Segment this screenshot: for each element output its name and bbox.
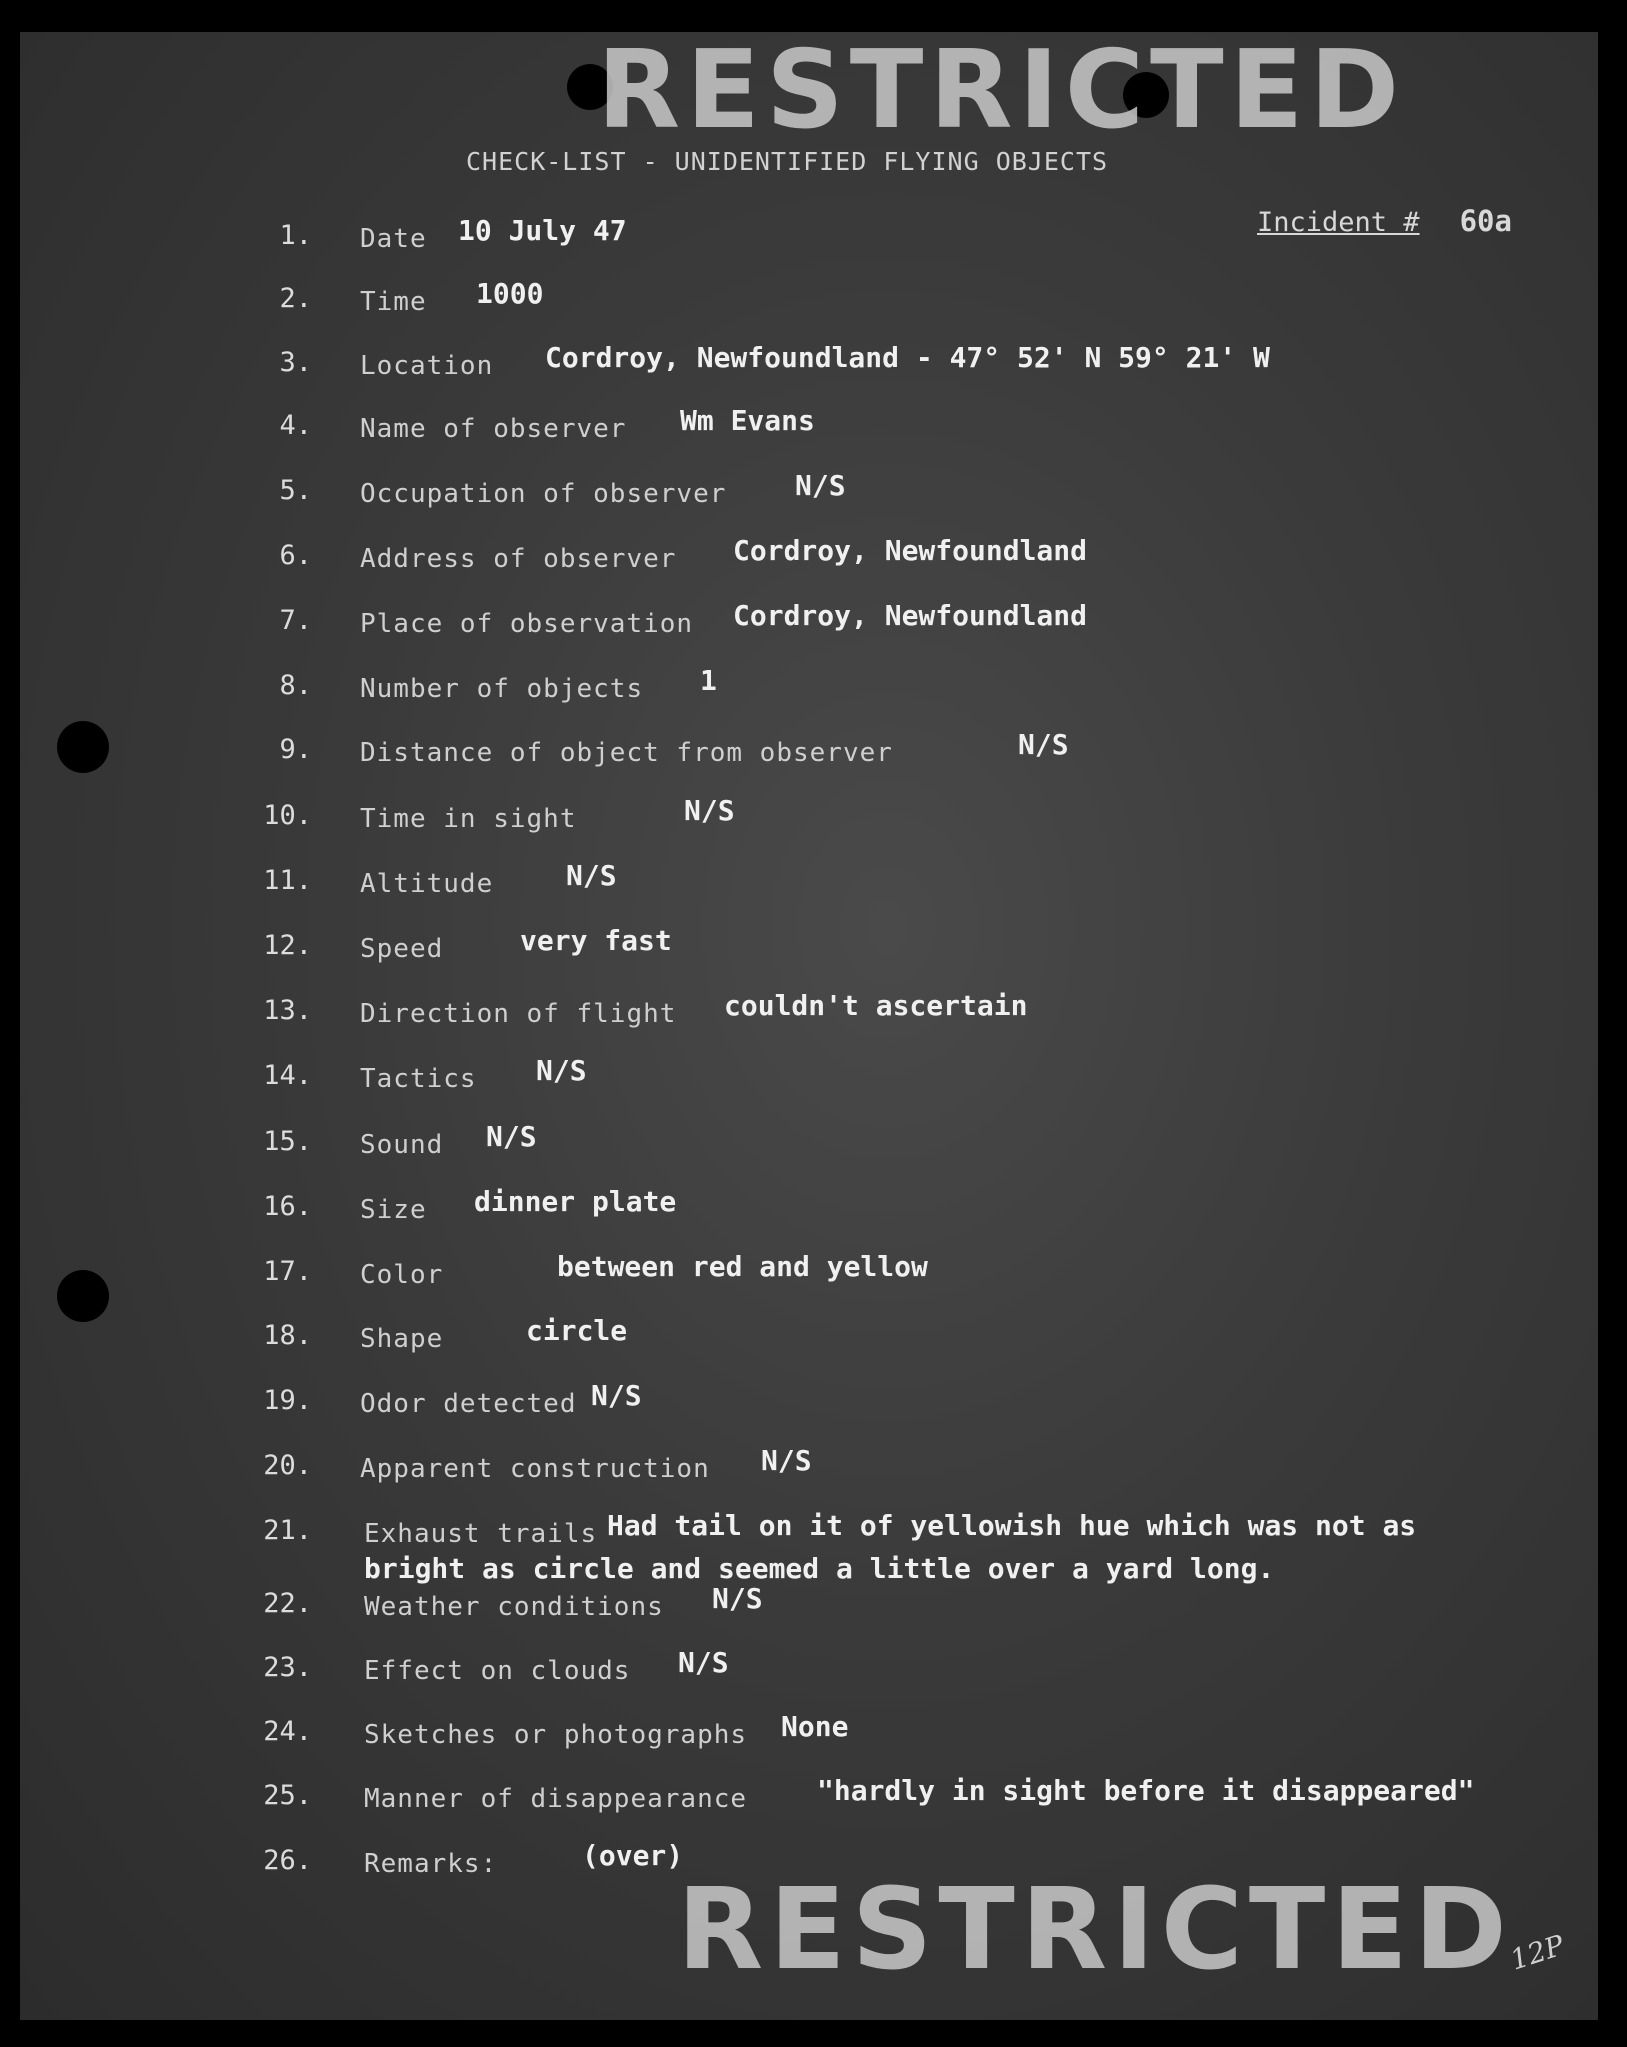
item-value: Cordroy, Newfoundland [733,534,1088,567]
item-number: 9. [279,734,312,765]
document-title: CHECK-LIST - UNIDENTIFIED FLYING OBJECTS [466,147,1109,176]
incident-label: Incident # [1257,207,1420,238]
item-label: Distance of object from observer [360,738,893,768]
item-label: Name of observer [360,414,627,444]
item-label: Address of observer [360,544,677,574]
item-number: 24. [263,1716,312,1747]
item-value: N/S [795,469,846,502]
item-number: 11. [263,865,312,896]
item-value-continuation: bright as circle and seemed a little over a yard long. [364,1552,1275,1585]
item-number: 12. [263,930,312,961]
item-number: 16. [263,1191,312,1222]
item-label: Place of observation [360,609,694,639]
item-number: 21. [263,1515,312,1546]
item-value: dinner plate [474,1185,677,1218]
punch-hole [57,1270,109,1322]
item-label: Time in sight [360,804,577,834]
item-value: circle [526,1314,628,1347]
item-label: Manner of disappearance [364,1784,748,1814]
item-number: 14. [263,1060,312,1091]
item-label: Direction of flight [360,999,677,1029]
item-label: Sketches or photographs [364,1720,748,1750]
item-number: 6. [279,540,312,571]
item-value: N/S [486,1120,537,1153]
handwritten-mark: 12P [1506,1928,1569,1977]
item-value: None [781,1710,849,1743]
item-value: N/S [591,1379,642,1412]
item-number: 13. [263,995,312,1026]
item-number: 17. [263,1256,312,1287]
item-label: Size [360,1195,427,1225]
item-number: 8. [279,670,312,701]
item-label: Weather conditions [364,1592,664,1622]
item-number: 1. [279,220,312,251]
punch-hole [57,721,109,773]
item-value: Cordroy, Newfoundland [733,599,1088,632]
item-number: 19. [263,1385,312,1416]
item-label: Speed [360,934,444,964]
incident-number [1257,204,1512,238]
item-number: 25. [263,1780,312,1811]
item-number: 22. [263,1588,312,1619]
item-number: 23. [263,1652,312,1683]
item-label: Occupation of observer [360,479,727,509]
item-value: 1 [700,664,717,697]
item-value: couldn't ascertain [724,989,1028,1022]
item-label: Effect on clouds [364,1656,631,1686]
item-number: 3. [279,347,312,378]
incident-value: 60a [1459,204,1512,238]
item-label: Location [360,351,494,381]
item-value: 1000 [476,277,544,310]
item-label: Number of objects [360,674,644,704]
item-number: 20. [263,1450,312,1481]
item-label: Remarks: [364,1849,498,1879]
item-label: Shape [360,1324,444,1354]
item-value: N/S [566,859,617,892]
item-label: Sound [360,1130,444,1160]
item-value: N/S [536,1054,587,1087]
item-value: "hardly in sight before it disappeared" [817,1774,1475,1807]
item-value: N/S [712,1582,763,1615]
item-value: N/S [684,794,735,827]
item-number: 15. [263,1126,312,1157]
item-value: Cordroy, Newfoundland - 47° 52' N 59° 21' W [545,341,1270,374]
item-value: 10 July 47 [458,214,627,247]
item-label: Apparent construction [360,1454,710,1484]
item-label: Tactics [360,1064,477,1094]
item-value: N/S [678,1646,729,1679]
item-value: Had tail on it of yellowish hue which was not as [607,1509,1417,1542]
item-label: Odor detected [360,1389,577,1419]
item-label: Color [360,1260,444,1290]
restricted-stamp-top: RESTRICTED [597,28,1406,153]
item-label: Date [360,224,427,254]
item-number: 18. [263,1320,312,1351]
item-value: Wm Evans [680,404,815,437]
item-number: 2. [279,283,312,314]
restricted-stamp-bottom: RESTRICTED [677,1865,1513,1995]
item-label: Time [360,287,427,317]
item-value: N/S [1018,728,1069,761]
item-number: 4. [279,410,312,441]
item-value: (over) [582,1839,684,1872]
item-value: between red and yellow [557,1250,928,1283]
item-number: 26. [263,1845,312,1876]
item-label: Altitude [360,869,494,899]
item-label: Exhaust trails [364,1519,598,1549]
item-number: 5. [279,475,312,506]
item-number: 10. [263,800,312,831]
item-value: N/S [761,1444,812,1477]
item-value: very fast [520,924,672,957]
item-number: 7. [279,605,312,636]
